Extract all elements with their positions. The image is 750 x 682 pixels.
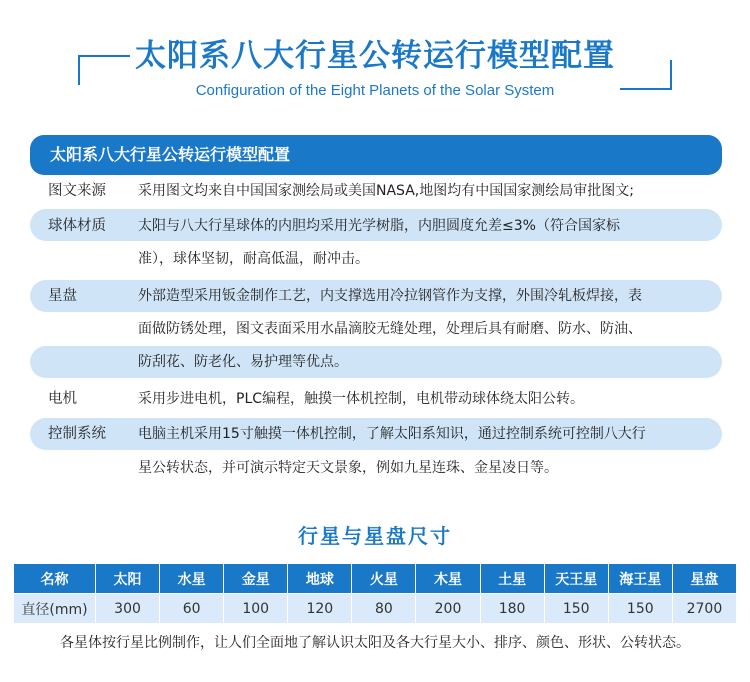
table-cell: 60 [160,594,224,624]
spec-text-line: 外部造型采用钣金制作工艺，内支撑选用冷拉钢管作为支撑，外围冷轧板焊接，表 [138,288,642,304]
spec-section-header: 太阳系八大行星公转运行模型配置 [30,135,722,175]
table-header-cell: 海王星 [608,564,672,594]
table-header-cell: 名称 [14,564,96,594]
page-subtitle-en: Configuration of the Eight Planets of the Solar System [195,82,555,99]
sizes-note: 各星体按行星比例制作，让人们全面地了解认识太阳及各大行星大小、排序、颜色、形状、公转状态。 [60,635,690,651]
table-cell: 300 [96,594,160,624]
spec-text-line: 采用步进电机，PLC编程，触摸一体机控制，电机带动球体绕太阳公转。 [138,391,585,407]
table-cell: 80 [352,594,416,624]
spec-label-control: 控制系统 [48,426,106,442]
table-cell: 180 [480,594,544,624]
sizes-table [13,563,737,624]
table-header-cell: 火星 [352,564,416,594]
spec-text-line: 准），球体坚韧，耐高低温，耐冲击。 [138,251,369,267]
table-cell: 直径(mm) [14,594,96,624]
table-cell: 120 [288,594,352,624]
table-header-cell: 水星 [160,564,224,594]
spec-label-motor: 电机 [48,391,77,407]
sizes-section-title: 行星与星盘尺寸 [298,524,452,548]
table-header-cell: 金星 [224,564,288,594]
table-cell: 200 [416,594,480,624]
table-header-cell: 天王星 [544,564,608,594]
page-title: 太阳系八大行星公转运行模型配置 [135,38,615,74]
table-header-cell: 星盘 [672,564,736,594]
table-header-cell: 地球 [288,564,352,594]
table-header-cell: 太阳 [96,564,160,594]
table-cell: 2700 [672,594,736,624]
table-row [14,594,737,624]
table-header-cell: 木星 [416,564,480,594]
table-header-cell: 土星 [480,564,544,594]
spec-label-disc: 星盘 [48,288,77,304]
row-band [30,346,722,378]
table-cell: 150 [544,594,608,624]
spec-text-line: 面做防锈处理，图文表面采用水晶滴胶无缝处理，处理后具有耐磨、防水、防油、 [138,321,642,337]
table-cell: 100 [224,594,288,624]
table-header-row [14,564,737,594]
spec-text-line: 太阳与八大行星球体的内胆均采用光学树脂，内胆圆度允差≤3%（符合国家标 [138,218,620,234]
table-cell: 150 [608,594,672,624]
spec-label-source: 图文来源 [48,183,106,199]
spec-text-line: 电脑主机采用15寸触摸一体机控制，了解太阳系知识，通过控制系统可控制八大行 [138,426,646,442]
spec-text-line: 防刮花、防老化、易护理等优点。 [138,354,348,370]
spec-text-line: 星公转状态，并可演示特定天文景象，例如九星连珠、金星凌日等。 [138,460,558,476]
spec-label-material: 球体材质 [48,218,106,234]
spec-text-line: 采用图文均来自中国国家测绘局或美国NASA,地图均有中国国家测绘局审批图文; [138,183,634,199]
